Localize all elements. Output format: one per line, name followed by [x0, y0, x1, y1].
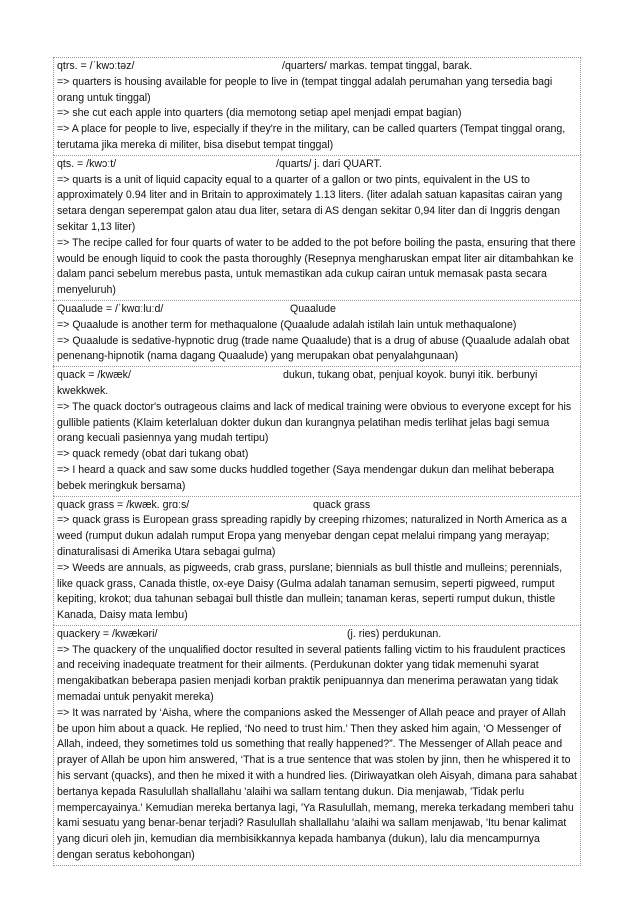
entry-definition: /quarts/ j. dari QUART. [276, 157, 382, 170]
entry-term: quack grass = /kwæk. ɡrɑːs/ [57, 498, 190, 511]
entry-definition: /quarters/ markas. tempat tinggal, barak. [282, 60, 473, 72]
entry-definition: quack grass [313, 498, 371, 511]
dictionary-entry [53, 366, 581, 495]
entry-term: qts. = /kwɔːt/ [57, 157, 117, 170]
entry-term: quack = /kwæk/ [57, 369, 131, 382]
entry-example: => Quaalude is sedative-hypnotic drug (trade name Quaalude) that is a drug of abuse (Quaalude adalah obat penenang-hipnotik (nama dagang Quaalude) yang merupakan obat penyalahgunaan) [57, 334, 570, 363]
dictionary-entry [53, 625, 581, 866]
entry-header [57, 627, 578, 643]
dictionary-page [53, 57, 581, 866]
entry-term: qtrs. = /ˈkwɔːtəz/ [57, 60, 135, 72]
entry-header [57, 498, 578, 514]
entry-definition: Quaalude [290, 302, 336, 315]
entry-example: => she cut each apple into quarters (dia memotong setiap apel menjadi empat bagian) [57, 107, 462, 120]
entry-example: => A place for people to live, especially if they're in the military, can be called quarters (Tempat tinggal orang, terutama jika mereka di militer, bisa disebut tempat tinggal) [57, 123, 566, 151]
dictionary-entry [53, 155, 581, 300]
entry-example: => The quack doctor's outrageous claims and lack of medical training were obvious to everyone except for his gullible patients (Klaim keterlaluan dokter dukun dan kurangnya pelatihan medis terlihat jelas bagi semua orang kecuali pasiennya yang mudah tertipu) [57, 400, 572, 445]
entry-example: => Weeds are annuals, as pigweeds, crab grass, purslane; biennials as bull thistle and mulleins; perennials, like quack grass, Canada thistle, ox-eye Daisy (Gulma adalah tanaman semusim, seperti pigweed, rumput kepiting, krokot; dua tahunan sebagai bull thistle dan mullein; tanaman keras, seperti rumput dukun, thistle Kanada, Daisy mata lembu) [57, 561, 563, 622]
entry-definition: (j. ries) perdukunan. [347, 627, 442, 640]
entry-example: => Quaalude is another term for methaqualone (Quaalude adalah istilah lain untuk methaqualone) [57, 318, 517, 331]
entry-term: Quaalude = /ˈkwɑːluːd/ [57, 302, 164, 315]
entry-term: quackery = /kwækəri/ [57, 627, 158, 640]
entry-example: => quarts is a unit of liquid capacity equal to a quarter of a gallon or two pints, equivalent in the US to approximately 0.94 liter and in Britain to approximately 1.13 liters. (liter adalah satuan kapasitas cairan yang setara dengan seperempat galon atau dua liter, setara di AS dengan sekitar 0,94 liter dan di Inggris dengan sekitar 1,13 liter) [57, 173, 563, 233]
entry-example: => The quackery of the unqualified doctor resulted in several patients falling victim to his fraudulent practices and receiving inadequate treatment for their ailments. (Perdukunan dokter yang tidak memenuhi syarat mengakibatkan beberapa pasien menjadi korban praktik penipuannya dan menerima perawatan yang tidak memadai untuk penyakit mereka) [57, 643, 566, 704]
entry-header [57, 368, 578, 400]
entry-header [57, 157, 578, 173]
entry-header [57, 302, 578, 318]
entry-example: => quarters is housing available for people to live in (tempat tinggal adalah perumahan yang tersedia bagi orang untuk tinggal) [57, 75, 553, 104]
entry-definition: dukun, tukang obat, penjual koyok. bunyi itik. berbunyi kwekkwek. [57, 369, 538, 397]
entry-example: => I heard a quack and saw some ducks huddled together (Saya mendengar dukun dan melihat beberapa bebek meringkuk bersama) [57, 463, 555, 492]
entry-example: => quack remedy (obat dari tukang obat) [57, 448, 249, 461]
entry-example: => The recipe called for four quarts of water to be added to the pot before boiling the pasta, ensuring that there would be enough liquid to cook the pasta thoroughly (Resepnya mengharuskan empat liter air ditambahkan ke dalam panci sebelum merebus pasta, untuk memastikan ada cukup cairan untuk memasak pasta secara menyeluruh) [57, 236, 576, 297]
entry-example: => quack grass is European grass spreading rapidly by creeping rhizomes; naturalized in North America as a weed (rumput dukun adalah rumput Eropa yang menyebar dengan cepat melalui rimpang yang merayap; dinaturalisasi di Amerika Utara sebagai gulma) [57, 514, 567, 558]
dictionary-entry [53, 496, 581, 625]
dictionary-entry [53, 300, 581, 366]
entry-header [57, 59, 578, 75]
dictionary-entry [53, 57, 581, 155]
entry-example: => It was narrated by ‘Aisha, where the companions asked the Messenger of Allah peace and prayer of Allah be upon him about a quack. He replied, ‘No need to trust him.’ Then they asked him again, ‘O Messenger of Allah, indeed, they sometimes told us something that really happened?”. The Messenger of Allah peace and prayer of Allah be upon him answered, ‘That is a true sentence that was stolen by jinn, then he whispered it to his servant (quacks), and then he mixed it with a hundred lies. (Diriwayatkan oleh Aisyah, dimana para sahabat bertanya kepada Rasulullah shallallahu 'alaihi wa sallam tentang dukun. Dia menjawab, 'Tidak perlu mempercayainya.' Kemudian mereka bertanya lagi, 'Ya Rasulullah, memang, mereka terkadang memberi tahu kami sesuatu yang benar-benar terjadi? Rasulullah shallallahu 'alaihi wa sallam menjawab, 'Itu benar kalimat yang dicuri oleh jin, kemudian dia membisikkannya kepada hambanya (dukun), lalu dia mencampurnya dengan seratus kebohongan) [57, 706, 577, 862]
